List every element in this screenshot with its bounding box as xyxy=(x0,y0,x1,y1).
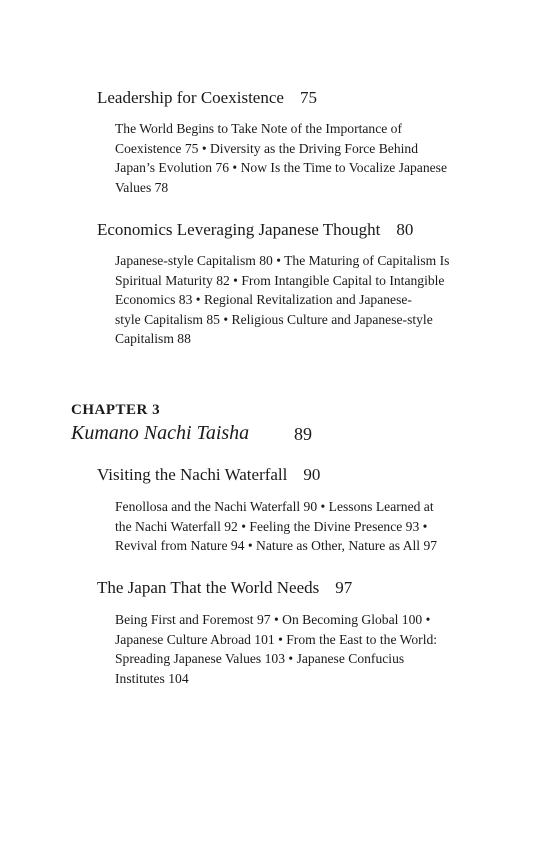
entry-line: Fenollosa and the Nachi Waterfall 90 • Lessons Learned at xyxy=(115,499,434,514)
entry-line: Japan’s Evolution 76 • Now Is the Time to Vocalize Japanese xyxy=(115,160,447,175)
entry-line: Coexistence 75 • Diversity as the Driving Force Behind xyxy=(115,140,419,156)
section-title: Visiting the Nachi Waterfall xyxy=(97,465,288,484)
entry-line: Capitalism 88 xyxy=(115,331,191,346)
chapter-label: CHAPTER 3 xyxy=(71,402,161,418)
section-entries xyxy=(115,610,505,688)
entry-line: the Nachi Waterfall 92 • Feeling the Divine Presence 93 • xyxy=(115,518,428,534)
section-heading xyxy=(97,578,352,598)
section-page-number: 90 xyxy=(303,465,321,484)
entry-line: Spreading Japanese Values 103 • Japanese Confucius xyxy=(115,651,405,666)
chapter-title: Kumano Nachi Taisha xyxy=(71,422,250,444)
section-heading xyxy=(97,465,320,485)
entry-line: Economics 83 • Regional Revitalization and Japanese- xyxy=(115,292,412,307)
entry-line: Japanese Culture Abroad 101 • From the East to the World: xyxy=(115,631,438,647)
section-entries xyxy=(115,497,505,556)
entry-line: style Capitalism 85 • Religious Culture and Japanese-style xyxy=(115,311,433,327)
section-title: The Japan That the World Needs xyxy=(97,578,320,597)
section-page-number: 75 xyxy=(299,88,317,107)
section-entries xyxy=(115,119,505,197)
entry-line: Japanese-style Capitalism 80 • The Maturing of Capitalism Is xyxy=(115,253,450,268)
section-page-number: 97 xyxy=(335,578,353,597)
entry-line: Values 78 xyxy=(115,179,169,195)
section-entries xyxy=(115,251,505,349)
section-heading xyxy=(97,220,413,240)
section-title: Economics Leveraging Japanese Thought xyxy=(97,220,381,239)
section-title: Leadership for Coexistence xyxy=(97,88,284,107)
chapter-page-number: 89 xyxy=(294,424,312,444)
entry-line: Being First and Foremost 97 • On Becoming Global 100 • xyxy=(115,612,431,627)
entry-line: Spiritual Maturity 82 • From Intangible Capital to Intangible xyxy=(115,272,445,288)
entry-line: Institutes 104 xyxy=(115,670,189,686)
entry-line: Revival from Nature 94 • Nature as Other, Nature as All 97 xyxy=(115,538,438,553)
section-heading xyxy=(97,88,317,108)
section-page-number: 80 xyxy=(396,220,414,239)
entry-line: The World Begins to Take Note of the Importance of xyxy=(115,121,402,136)
